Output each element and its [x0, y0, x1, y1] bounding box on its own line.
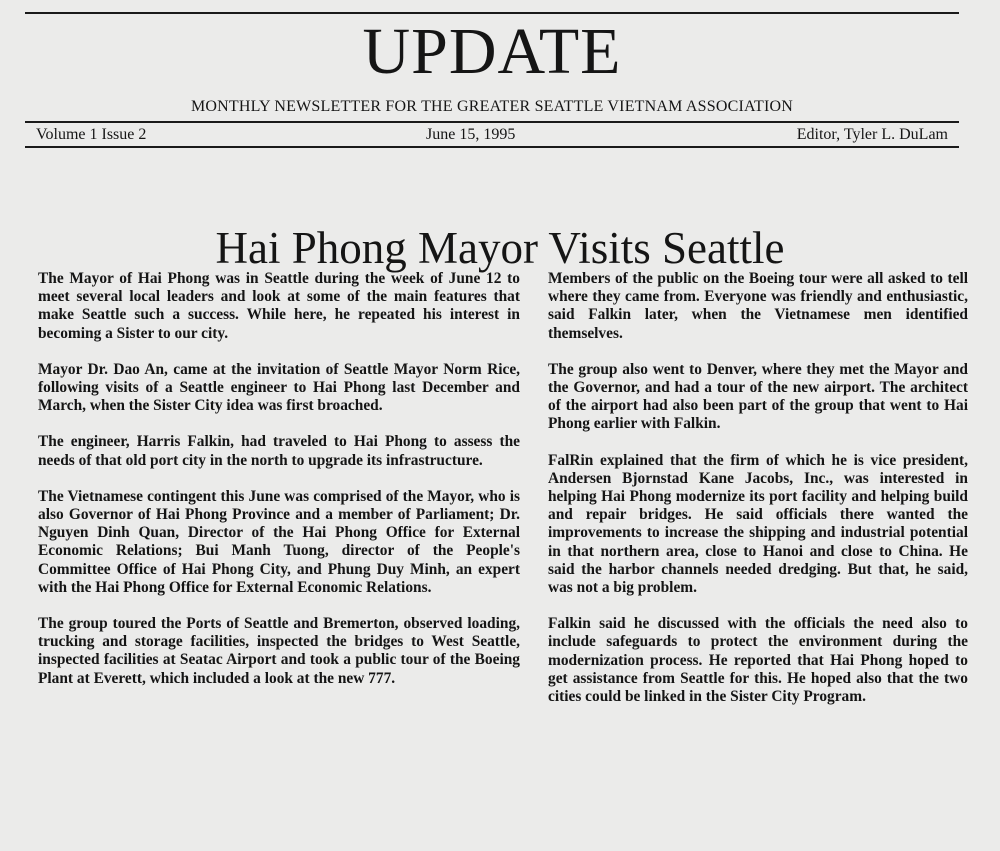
article-column-left — [38, 270, 520, 706]
issue-date: June 15, 1995 — [426, 126, 516, 143]
paragraph: The engineer, Harris Falkin, had traveled to Hai Phong to assess the needs of that old port city in the north to upgrade its infrastructure. — [38, 433, 520, 469]
editor-credit: Editor, Tyler L. DuLam — [796, 126, 948, 143]
paragraph: Falkin said he discussed with the officials the need also to include safeguards to protect the environment during the modernization process. He reported that Hai Phong hoped to get assistance from Seattle for this. He hoped also that the two cities could be linked in the Sister City Program. — [548, 615, 968, 706]
article-headline: Hai Phong Mayor Visits Seattle — [215, 223, 785, 274]
newsletter-title: UPDATE — [362, 15, 622, 88]
newsletter-subtitle: MONTHLY NEWSLETTER FOR THE GREATER SEATTLE VIETNAM ASSOCIATION — [190, 98, 794, 115]
paragraph: FalRin explained that the firm of which he is vice president, Andersen Bjornstad Kane Jacobs, Inc., was interested in helping Hai Phong modernize its port facility and helping build and repair bridges. He said officials there wanted the improvements to increase the shipping and industrial potential in that northern area, close to Hanoi and close to China. He said the harbor channels needed dredging. But that, he said, was not a big problem. — [548, 451, 968, 597]
paragraph: The group toured the Ports of Seattle and Bremerton, observed loading, trucking and storage facilities, inspected the bridges to West Seattle, inspected facilities at Seatac Airport and took a public tour of the Boeing Plant at Everett, which included a look at the new 777. — [38, 615, 520, 687]
paragraph: The Mayor of Hai Phong was in Seattle during the week of June 12 to meet several local leaders and look at some of the main features that make Seattle such a success. While here, he repeated his interest in becoming a Sister to our city. — [38, 270, 520, 342]
paragraph: The group also went to Denver, where they met the Mayor and the Governor, and had a tour of the new airport. The architect of the airport had also been part of the group that went to Hai Phong earlier with Falkin. — [548, 360, 968, 433]
masthead-middle-rule — [25, 121, 959, 123]
masthead-top-rule — [25, 12, 959, 14]
paragraph: Mayor Dr. Dao An, came at the invitation of Seattle Mayor Norm Rice, following visits of a Seattle engineer to Hai Phong last December and March, when the Sister City idea was first broached. — [38, 360, 520, 415]
article-column-right — [548, 270, 968, 724]
issue-info-bar — [36, 124, 946, 146]
volume-issue: Volume 1 Issue 2 — [36, 126, 147, 143]
paragraph: The Vietnamese contingent this June was comprised of the Mayor, who is also Governor of Hai Phong Province and a member of Parliament; Dr. Nguyen Dinh Quan, Director of the Hai Phong Office for External Economic Relations; Bui Manh Tuong, director of the People's Committee Office of Hai Phong City, and Phung Duy Minh, an expert with the Hai Phong Office for External Economic Relations. — [38, 487, 520, 596]
masthead-bottom-rule — [25, 146, 959, 148]
paragraph: Members of the public on the Boeing tour were all asked to tell where they came from. Everyone was friendly and enthusiastic, said Falkin later, when the Vietnamese men identified themselves. — [548, 270, 968, 342]
